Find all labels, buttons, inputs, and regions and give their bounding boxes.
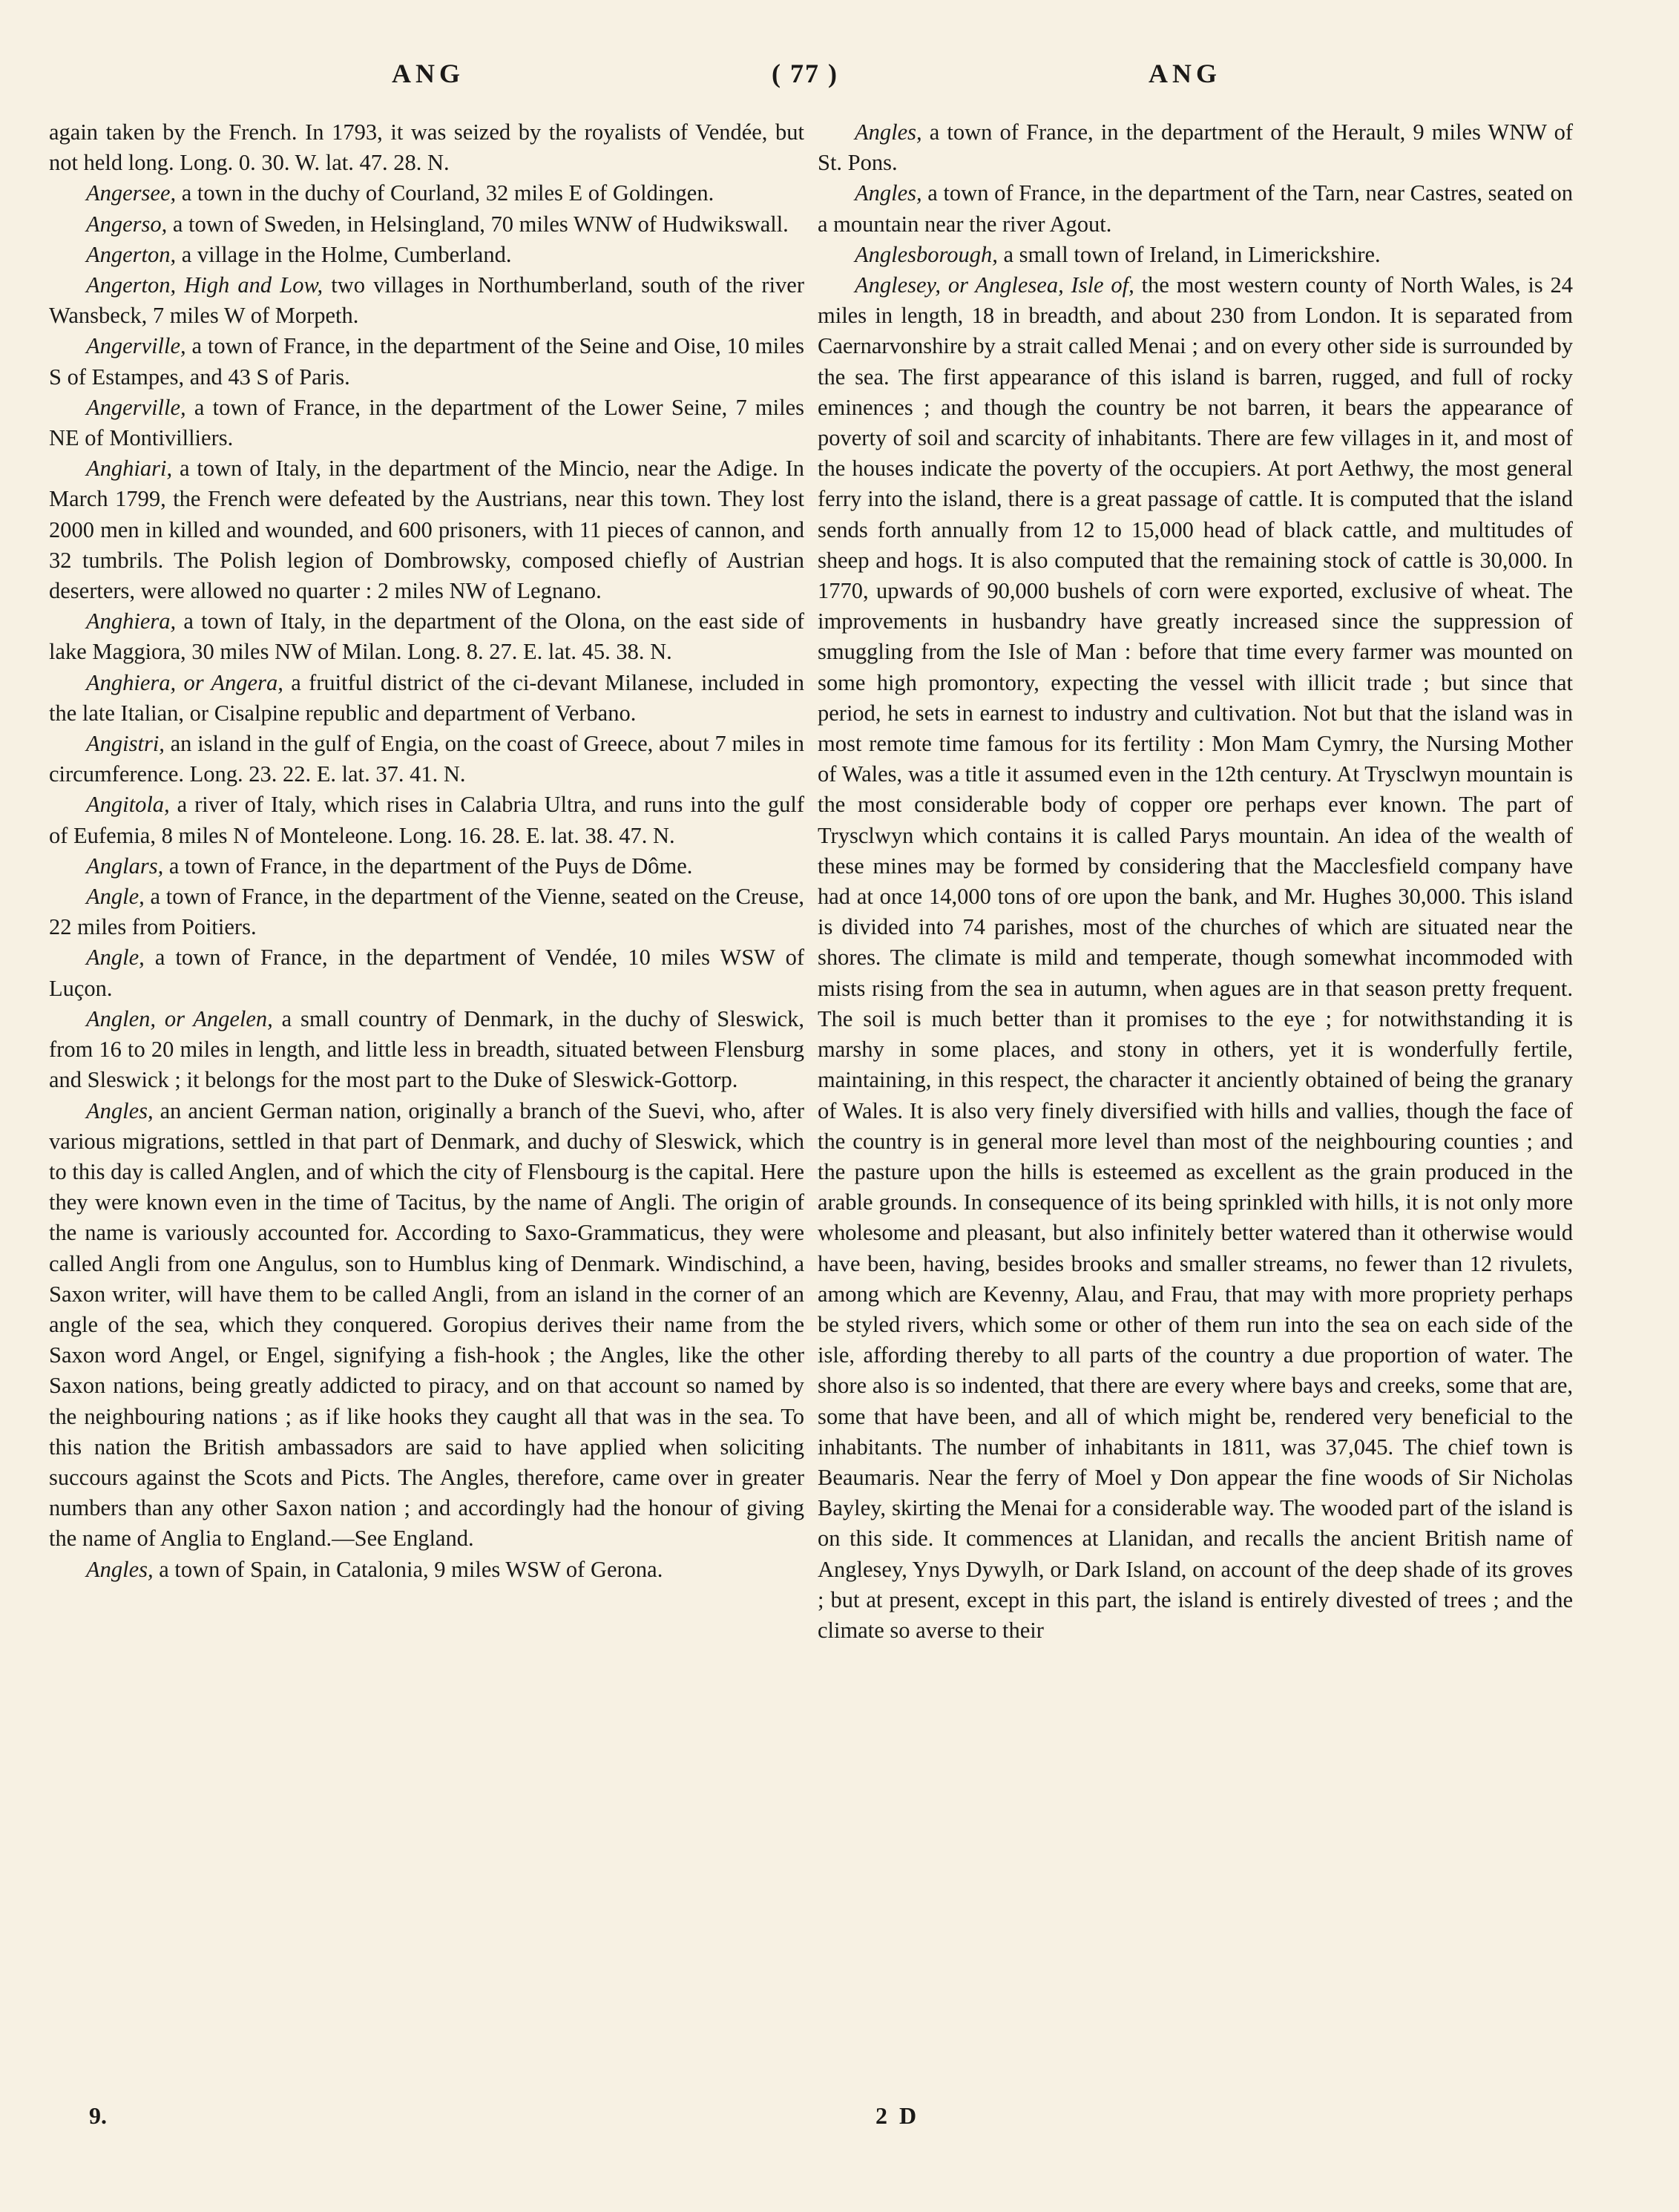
entry-headword: Angles, bbox=[86, 1556, 154, 1582]
running-head-right: ANG bbox=[1149, 59, 1221, 88]
entry-headword: Angerville, bbox=[86, 333, 186, 359]
entry bbox=[818, 270, 1573, 1646]
entry-headword: Angistri, bbox=[86, 731, 165, 757]
entry-text: a river of Italy, which rises in Calabria Ultra, and runs into the gulf of Eufemia, 8 miles N of Monteleone. Long. 16. 28. E. lat. 38. 47. N. bbox=[49, 792, 804, 848]
entry-text: the most western county of North Wales, is 24 miles in length, 18 in breadth, and about 230 from London. It is separated from Caernarvonshire by a strait called Menai ; and on every other side is surrounded by the sea. The first appearance of this island is barren, rugged, and full of rocky eminences ; and though the country be not barren, it bears the appearance of poverty of soil and scarcity of inhabitants. There are few villages in it, and most of the houses indicate the poverty of the occupiers. At port Aethwy, the most general ferry into the island, there is a great passage of cattle. It is computed that the island sends forth annually from 12 to 15,000 head of black cattle, and multitudes of sheep and hogs. It is also computed that the remaining stock of cattle is 30,000. In 1770, upwards of 90,000 bushels of corn were exported, exclusive of wheat. The improvements in husbandry have greatly increased since the suppression of smuggling from the Isle of Man : before that time every farmer was mounted on some high promontory, expecting the vessel with illicit trade ; but since that period, he sets in earnest to industry and cultivation. Not but that the island was in most remote time famous for its fertility : Mon Mam Cymry, the Nursing Mother of Wales, was a title it assumed even in the 12th century. At Trysclwyn mountain is the most considerable body of copper ore perhaps ever known. The part of Trysclwyn which contains it is called Parys mountain. An idea of the wealth of these mines may be formed by considering that the Macclesfield company have had at once 14,000 tons of ore upon the bank, and Mr. Hughes 30,000. This island is divided into 74 parishes, most of the churches of which are situated near the shores. The climate is mild and temperate, though somewhat incommoded with mists rising from the sea in autumn, when agues are in that season pretty frequent. The soil is much better than it promises to the eye ; for notwithstanding it is marshy in some places, and stony in others, yet it is wonderfully fertile, maintaining, in this respect, the character it anciently obtained of being the granary of Wales. It is also very finely diversified with hills and vallies, though the face of the country is in general more level than most of the neighbouring counties ; and the pasture upon the hills is esteemed as excellent as the grain produced in the arable grounds. In consequence of its being sprinkled with hills, it is not only more wholesome and pleasant, but also infinitely better watered than it otherwise would have been, having, besides brooks and smaller streams, no fewer than 12 rivulets, among which are Kevenny, Alau, and Frau, that may with more propriety perhaps be styled rivers, which some or other of them run into the sea on each side of the isle, affording thereby to all parts of the country a due proportion of water. The shore also is so indented, that there are every where bays and creeks, some that are, some that have been, and all of which might be, rendered very beneficial to the inhabitants. The number of inhabitants in 1811, was 37,045. The chief town is Beaumaris. Near the ferry of Moel y Don appear the fine woods of Sir Nicholas Bayley, skirting the Menai for a considerable way. The wooded part of the island is on this side. It commences at Llanidan, and recalls the ancient British name of Anglesey, Ynys Dywylh, or Dark Island, on account of the deep shade of its groves ; but at present, except in this part, the island is entirely divested of trees ; and the climate so averse to their bbox=[818, 272, 1574, 1643]
entry-headword: Anghiari, bbox=[86, 456, 173, 482]
entry bbox=[49, 393, 804, 453]
entry bbox=[818, 178, 1573, 239]
entry-headword: Anghiera, bbox=[86, 608, 177, 634]
page-number: ( 77 ) bbox=[772, 59, 838, 88]
entry bbox=[49, 1555, 804, 1585]
entry-text: a small country of Denmark, in the duchy of Sleswick, from 16 to 20 miles in length, and little less in breadth, situated between Flensburg and Sleswick ; it belongs for the most part to the Duke of Sleswick-Gottorp. bbox=[49, 1005, 805, 1093]
entry bbox=[49, 1096, 804, 1555]
gathering-mark: 2 D bbox=[875, 2102, 920, 2129]
entry-headword: Angersee, bbox=[86, 180, 177, 206]
entry-headword: Angles, bbox=[855, 119, 922, 145]
entry bbox=[49, 331, 804, 392]
entry-headword: Angle, bbox=[86, 884, 145, 910]
entry bbox=[49, 270, 804, 331]
entry-text: a town of France, in the department of the Vienne, seated on the Creuse, 22 miles from Poitiers. bbox=[49, 884, 804, 940]
entry bbox=[49, 606, 804, 667]
entry-headword: Angles, bbox=[855, 180, 922, 206]
entry bbox=[49, 453, 804, 606]
entry-text: an island in the gulf of Engia, on the coast of Greece, about 7 miles in circumference. Long. 23. 22. E. lat. 37. 41. N. bbox=[49, 731, 804, 787]
running-head-left: ANG bbox=[392, 59, 464, 88]
entry bbox=[49, 240, 804, 270]
entry-headword: Angitola, bbox=[86, 792, 170, 818]
entry-headword: Anghiera, or Angera, bbox=[86, 669, 283, 695]
entry bbox=[49, 668, 804, 729]
entry-headword: Anglars, bbox=[86, 853, 164, 879]
left-column bbox=[49, 117, 804, 1585]
entry-text: a town of France, in the department of the Seine and Oise, 10 miles S of Estampes, and 43 S of Paris. bbox=[49, 333, 804, 390]
entry bbox=[818, 117, 1573, 178]
entry bbox=[49, 117, 804, 178]
entry-text: a town of France, in the department of Vendée, 10 miles WSW of Luçon. bbox=[49, 945, 804, 1001]
entry-headword: Anglesborough, bbox=[855, 241, 998, 267]
entry bbox=[818, 240, 1573, 270]
entry-text: again taken by the French. In 1793, it was seized by the royalists of Vendée, but not held long. Long. 0. 30. W. lat. 47. 28. N. bbox=[49, 119, 804, 176]
entry-headword: Angle, bbox=[86, 945, 145, 971]
signature-mark: 9. bbox=[89, 2102, 107, 2129]
entry bbox=[49, 729, 804, 790]
entry-text: a town of France, in the department of the Puys de Dôme. bbox=[163, 853, 693, 879]
entry-headword: Angerso, bbox=[86, 211, 168, 237]
entry-headword: Angerville, bbox=[86, 394, 186, 420]
entry bbox=[49, 790, 804, 850]
entry-headword: Angles, bbox=[86, 1097, 154, 1123]
entry-text: a town of Italy, in the department of the Olona, on the east side of lake Maggiora, 30 miles NW of Milan. Long. 8. 27. E. lat. 45. 38. N. bbox=[49, 608, 804, 665]
right-column bbox=[818, 117, 1573, 1646]
entry-text: an ancient German nation, originally a branch of the Suevi, who, after various migrations, settled in that part of Denmark, and duchy of Sleswick, which to this day is called Anglen, and of which the city of Flensbourg is the capital. Here they were known even in the time of Tacitus, by the name of Angli. The origin of the name is variously accounted for. According to Saxo-Grammaticus, they were called Angli from one Angulus, son to Humblus king of Denmark. Windischind, a Saxon writer, will have them to be called Angli, from an island in the corner of an angle of the sea, which they conquered. Goropius derives their name from the Saxon word Angel, or Engel, signifying a fish-hook ; the Angles, like the other Saxon nations, being greatly addicted to piracy, and on that account so named by the neighbouring nations ; as if like hooks they caught all that was in the sea. To this nation the British ambassadors are said to have applied when soliciting succours against the Scots and Picts. The Angles, therefore, came over in greater numbers than any other Saxon nation ; and accordingly had the honour of giving the name of Anglia to England.—See England. bbox=[49, 1097, 804, 1552]
entry-text: a village in the Holme, Cumberland. bbox=[176, 241, 512, 267]
entry-text: a fruitful district of the ci-devant Milanese, included in the late Italian, or Cisalpine republic and department of Verbano. bbox=[49, 669, 804, 726]
entry-text: a town of Spain, in Catalonia, 9 miles WSW of Gerona. bbox=[153, 1556, 663, 1582]
entry bbox=[49, 942, 804, 1003]
entry-text: a town of France, in the department of the Tarn, near Castres, seated on a mountain near the river Agout. bbox=[818, 180, 1573, 237]
entry bbox=[49, 851, 804, 882]
entry-text: a town of Sweden, in Helsingland, 70 miles WNW of Hudwikswall. bbox=[167, 211, 789, 237]
entry-text: two villages in Northumberland, south of the river Wansbeck, 7 miles W of Morpeth. bbox=[49, 272, 805, 329]
entry bbox=[49, 209, 804, 240]
entry-headword: Angerton, bbox=[86, 241, 177, 267]
entry-text: a small town of Ireland, in Limerickshire. bbox=[997, 241, 1381, 267]
entry-text: a town of Italy, in the department of the Mincio, near the Adige. In March 1799, the French were defeated by the Austrians, near this town. They lost 2000 men in killed and wounded, and 600 prisoners, with 11 pieces of cannon, and 32 tumbrils. The Polish legion of Dombrowsky, composed chiefly of Austrian deserters, were allowed no quarter : 2 miles NW of Legnano. bbox=[49, 456, 804, 604]
entry bbox=[49, 178, 804, 209]
entry-text: a town of France, in the department of the Lower Seine, 7 miles NE of Montivilliers. bbox=[49, 394, 804, 451]
running-head bbox=[0, 58, 1679, 102]
entry-text: a town of France, in the department of the Herault, 9 miles WNW of St. Pons. bbox=[818, 119, 1573, 176]
entry bbox=[49, 882, 804, 942]
entry-headword: Anglen, or Angelen, bbox=[86, 1005, 273, 1031]
entry-headword: Angerton, High and Low, bbox=[86, 272, 323, 298]
entry-headword: Anglesey, or Anglesea, Isle of, bbox=[855, 272, 1134, 298]
entry bbox=[49, 1004, 804, 1096]
entry-text: a town in the duchy of Courland, 32 miles E of Goldingen. bbox=[176, 180, 714, 206]
